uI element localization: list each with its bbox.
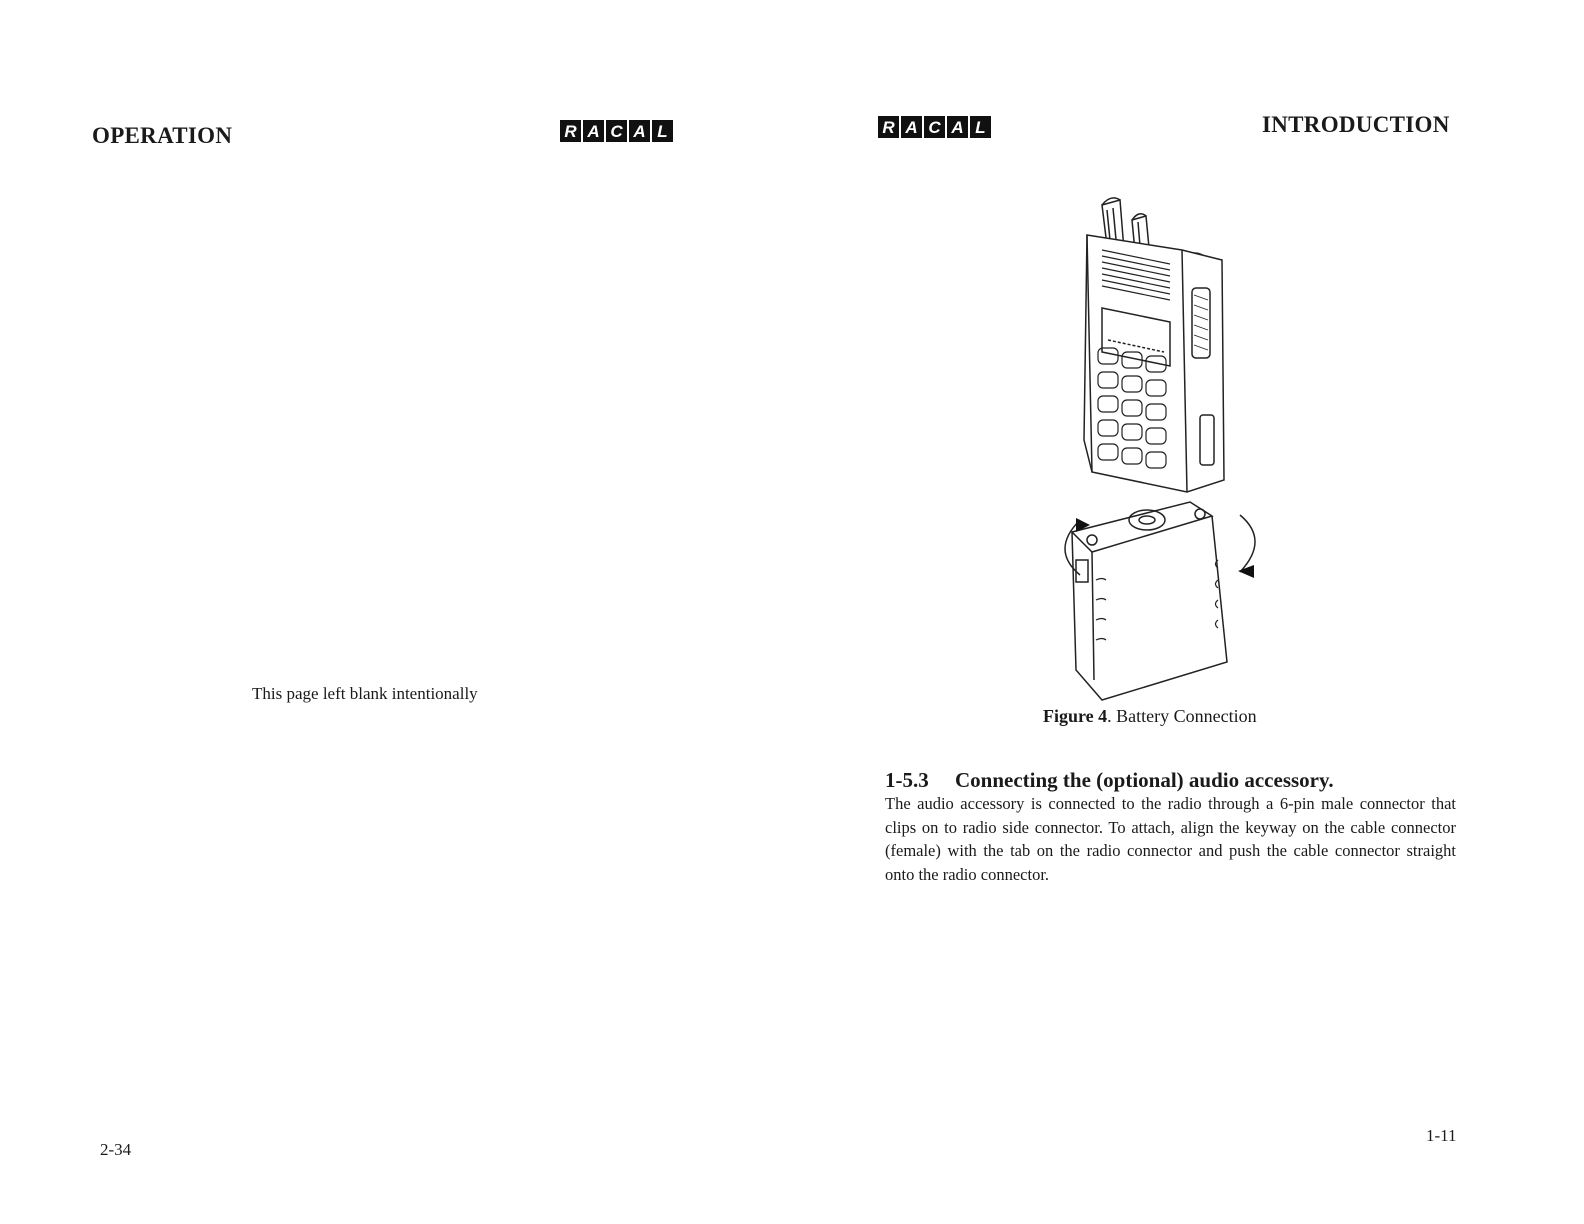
logo-letter: R xyxy=(878,116,899,138)
logo-letter: A xyxy=(629,120,650,142)
blank-page-note: This page left blank intentionally xyxy=(252,684,478,703)
page-number: 1-11 xyxy=(1426,1126,1457,1145)
racal-logo xyxy=(878,116,991,138)
figure-caption-text: . Battery Connection xyxy=(1107,706,1257,726)
logo-letter: C xyxy=(924,116,945,138)
arrow-icon xyxy=(1238,565,1254,578)
logo-letter: L xyxy=(652,120,673,142)
logo-letter: R xyxy=(560,120,581,142)
figure-caption xyxy=(1043,706,1257,727)
logo-letter: L xyxy=(970,116,991,138)
header-title-operation: OPERATION xyxy=(92,123,233,148)
header-title-introduction: INTRODUCTION xyxy=(1262,112,1450,137)
page-number: 2-34 xyxy=(100,1140,132,1159)
section-title: Connecting the (optional) audio accessory. xyxy=(955,768,1334,792)
logo-letter: A xyxy=(947,116,968,138)
section-body: The audio accessory is connected to the radio through a 6-pin male connector that clips on to radio side connector. To attach, align the keyway on the cable connector (female) with the tab on the radio connector and push the cable connector straight onto the radio connector. xyxy=(885,794,1456,884)
radio-battery-illustration xyxy=(1032,180,1312,710)
logo-letter: A xyxy=(901,116,922,138)
racal-logo xyxy=(560,120,673,142)
right-page xyxy=(792,0,1584,1224)
logo-letter: A xyxy=(583,120,604,142)
section-number: 1-5.3 xyxy=(885,768,929,792)
section-heading xyxy=(885,768,1334,793)
logo-letter: C xyxy=(606,120,627,142)
figure-label: Figure 4 xyxy=(1043,706,1108,726)
